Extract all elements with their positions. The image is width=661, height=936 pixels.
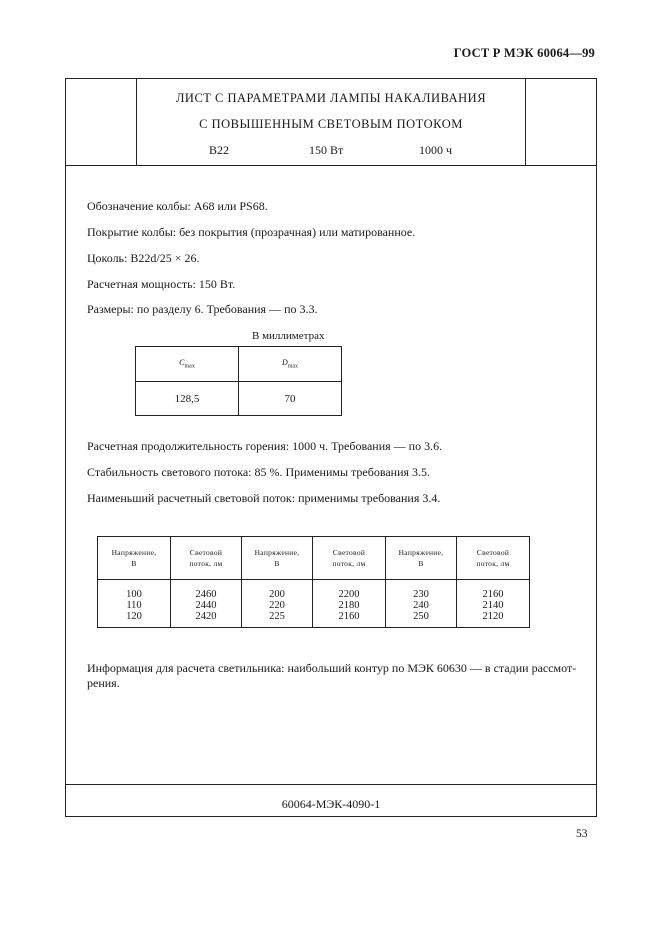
lamp-life: 1000 ч [419, 143, 453, 157]
lifetime-text: Расчетная продолжительность горения: 1000 ч. Требования — по 3.6. [87, 439, 443, 453]
voltage-values: 230 240 250 [386, 580, 457, 628]
sheet-code: 60064-МЭК-4090-1 [281, 797, 381, 811]
bulb-coating: Покрытие колбы: без покрытия (прозрачная) или матированное. [87, 225, 416, 239]
luminaire-info-line1: Информация для расчета светильника: наибольший контур по МЭК 60630 — в стадии рассмот- [87, 661, 577, 675]
flux-header: Световой поток, лм [313, 537, 386, 580]
cap-type: Цоколь: B22d/25 × 26. [87, 251, 200, 265]
lamp-power: 150 Вт [309, 143, 344, 157]
stability-text: Стабильность светового потока: 85 %. Применимы требования 3.5. [87, 465, 431, 479]
voltage-header: Напряжение, В [98, 537, 171, 580]
dim-header-d: $D_{max}$ [239, 347, 342, 382]
dim-value-d: 70 [239, 382, 342, 416]
sheet-header [66, 79, 596, 166]
flux-values: 2200 2180 2160 [313, 580, 386, 628]
rated-wattage: Расчетная мощность: 150 Вт. [87, 277, 236, 291]
dimension-table [135, 346, 342, 416]
standard-code: ГОСТ Р МЭК 60064—99 [453, 46, 595, 60]
voltage-values: 200 220 225 [242, 580, 313, 628]
flux-values: 2160 2140 2120 [457, 580, 530, 628]
dim-header-c: $C_{max}$ [136, 347, 239, 382]
page-number: 53 [576, 828, 588, 840]
sheet-header-center [136, 79, 526, 165]
unit-note: В миллиметрах [252, 330, 325, 342]
voltage-header: Напряжение, В [242, 537, 313, 580]
voltage-header: Напряжение, В [386, 537, 457, 580]
voltage-values: 100 110 120 [98, 580, 171, 628]
min-flux-text: Наименьший расчетный световой поток: применимы требования 3.4. [87, 491, 441, 505]
sheet-footer [66, 784, 596, 817]
sheet-title-line1: ЛИСТ С ПАРАМЕТРАМИ ЛАМПЫ НАКАЛИВАНИЯ [175, 91, 487, 105]
luminaire-info-line2: рения. [87, 676, 120, 690]
dimensions-text: Размеры: по разделу 6. Требования — по 3.3. [87, 302, 318, 316]
dim-value-c: 128,5 [136, 382, 239, 416]
flux-values: 2460 2440 2420 [171, 580, 242, 628]
flux-header: Световой поток, лм [171, 537, 242, 580]
flux-table [97, 536, 530, 628]
bulb-designation: Обозначение колбы: A68 или PS68. [87, 199, 268, 213]
flux-header: Световой поток, лм [457, 537, 530, 580]
lamp-base: B22 [209, 143, 230, 157]
data-sheet-frame [65, 78, 597, 817]
sheet-title-line2: С ПОВЫШЕННЫМ СВЕТОВЫМ ПОТОКОМ [199, 117, 463, 131]
